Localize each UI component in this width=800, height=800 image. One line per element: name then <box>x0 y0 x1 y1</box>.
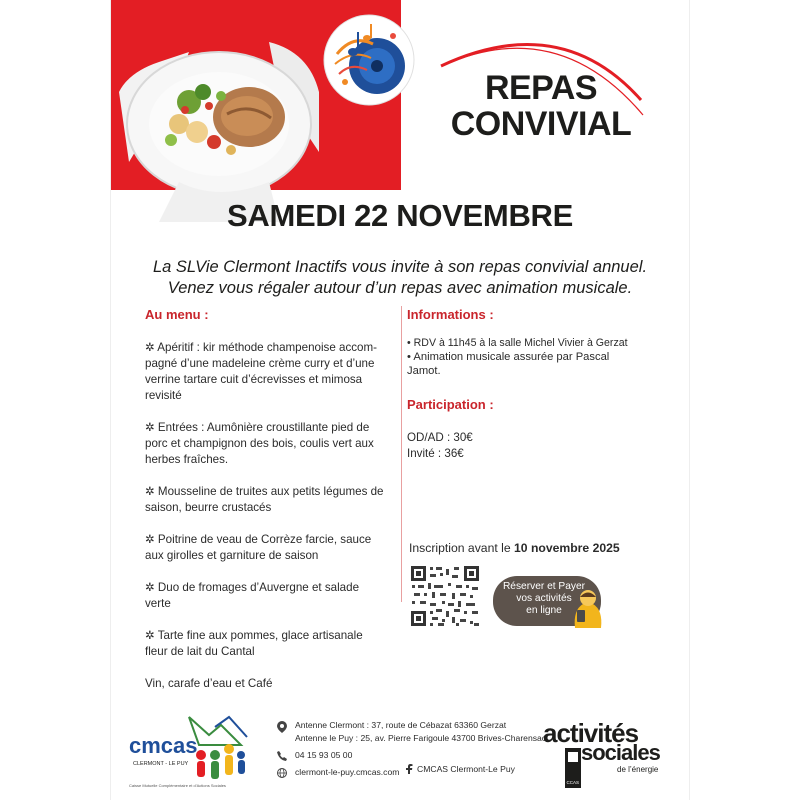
cmcas-logo-tagline: Caisse Mutuelle Complémentaire et d’Actions Sociales <box>129 783 226 788</box>
cta-line-1: Réserver et Payer <box>502 581 586 592</box>
info-line-3: Jamot. <box>407 365 441 377</box>
menu-line: ✲ Tarte fine aux pommes, glace artisanale <box>145 629 363 642</box>
menu-line: revisité <box>145 389 182 402</box>
menu-line: ✲ Poitrine de veau de Corrèze farcie, sauce <box>145 533 372 546</box>
phone-number[interactable]: 04 15 93 05 00 <box>295 750 353 760</box>
info-line-2: • Animation musicale assurée par Pascal <box>407 351 610 363</box>
address-row-2 <box>275 730 546 747</box>
facebook-link[interactable]: CMCAS Clermont-Le Puy <box>417 764 515 774</box>
activites-sociales-logo <box>543 718 673 790</box>
website-link[interactable]: clermont-le-puy.cmcas.com <box>295 767 400 777</box>
cmcas-logo-sub: CLERMONT - LE PUY <box>133 761 189 767</box>
ccas-badge-text: CCAS <box>566 780 580 785</box>
price-guest: Invité : 36€ <box>407 447 464 460</box>
facebook-icon <box>405 764 413 774</box>
price-member: OD/AD : 30€ <box>407 431 473 444</box>
intro-line-2: Venez vous régaler autour d’un repas avec animation musicale. <box>167 279 633 297</box>
info-line-1: • RDV à 11h45 à la salle Michel Vivier à Gerzat <box>407 337 628 349</box>
menu-item <box>145 420 395 468</box>
menu-line: verrine tartare cuit d’écrevisses et mimosa <box>145 373 363 386</box>
inscription-deadline <box>409 540 620 556</box>
menu-item <box>145 484 395 516</box>
menu-line: porc et champignon des bois, coulis vert aux <box>145 437 374 450</box>
menu-line: ✲ Apéritif : kir méthode champenoise accom- <box>145 341 378 354</box>
menu-line: fleur de lait du Cantal <box>145 645 255 658</box>
antenne-clermont: Antenne Clermont : 37, route de Cébazat 63360 Gerzat <box>295 720 507 730</box>
menu-line: aux girolles et garniture de saison <box>145 549 319 562</box>
person-with-phone-icon <box>569 588 605 628</box>
cmcas-logo <box>129 715 259 795</box>
facebook-row <box>405 764 515 774</box>
as-logo-line-1: activités <box>543 718 639 748</box>
info-column <box>407 306 657 555</box>
menu-column <box>145 306 395 692</box>
menu-line: pagné d’une madeleine crème curry et d’une <box>145 357 375 370</box>
menu-line: ✲ Mousseline de truites aux petits légumes de <box>145 485 384 498</box>
phone-row <box>275 747 546 764</box>
ccas-badge-icon <box>565 748 581 788</box>
title-line-1: REPAS <box>484 69 598 107</box>
dish-photo <box>119 32 319 222</box>
flyer-page <box>111 0 689 800</box>
intro-text <box>111 257 689 299</box>
column-divider <box>401 306 402 602</box>
menu-line: saison, beurre crustacés <box>145 501 272 514</box>
title-line-2: CONVIVIAL <box>450 105 632 143</box>
menu-title: Au menu : <box>145 307 209 322</box>
menu-item <box>145 580 395 612</box>
antenne-le-puy: Antenne le Puy : 25, av. Pierre Farigoule 43700 Brives-Charensac <box>295 733 547 743</box>
intro-line-1: La SLVie Clermont Inactifs vous invite à son repas convivial annuel. <box>152 258 648 276</box>
menu-line: ✲ Entrées : Aumônière croustillante pied de <box>145 421 370 434</box>
participation-title: Participation : <box>407 397 494 412</box>
informations-title: Informations : <box>407 307 494 322</box>
informations-list <box>407 336 657 378</box>
inscription-prefix: Inscription avant le <box>409 541 515 555</box>
cmcas-logo-text: cmcas <box>129 733 198 758</box>
page-title <box>429 70 653 142</box>
event-date: SAMEDI 22 NOVEMBRE <box>227 198 573 233</box>
price-list <box>407 430 473 462</box>
as-logo-line-2: sociales <box>581 740 660 765</box>
as-logo-line-3: de l’énergie <box>617 765 659 774</box>
cta-line-3: en ligne <box>526 605 562 616</box>
phone-icon <box>277 751 287 761</box>
menu-line: herbes fraîches. <box>145 453 229 466</box>
menu-item <box>145 340 395 404</box>
menu-line: verte <box>145 597 171 610</box>
qr-code[interactable] <box>410 565 480 627</box>
menu-item <box>145 532 395 564</box>
menu-line: ✲ Duo de fromages d’Auvergne et salade <box>145 581 360 594</box>
menu-item <box>145 628 395 660</box>
drinks-line: Vin, carafe d’eau et Café <box>145 677 273 690</box>
globe-icon <box>277 768 287 778</box>
inscription-date: 10 novembre 2025 <box>514 541 620 555</box>
cta-line-2: vos activités <box>516 593 572 604</box>
